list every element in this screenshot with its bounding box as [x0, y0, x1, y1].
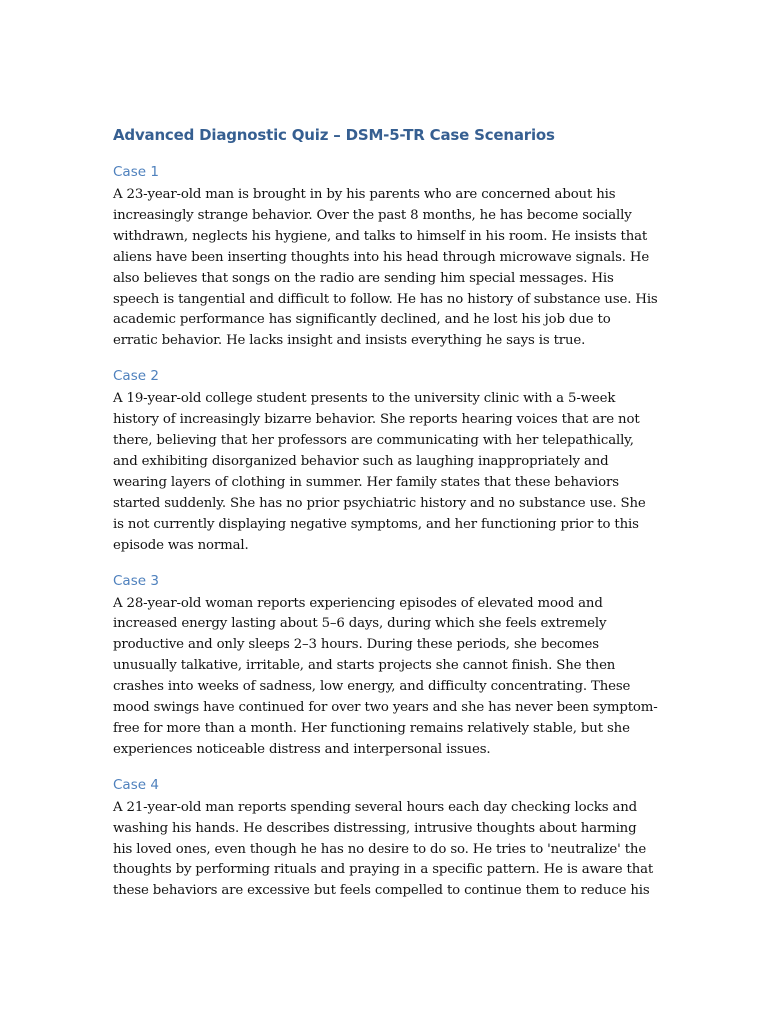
case-heading: Case 1 [113, 164, 159, 180]
case-section-3 [113, 571, 658, 761]
document-title: Advanced Diagnostic Quiz – DSM-5-TR Case Scenarios [113, 126, 555, 144]
document-content [113, 124, 658, 916]
case-heading: Case 3 [113, 572, 159, 589]
case-text: A 23-year-old man is brought in by his parents who are concerned about his increasingly strange behavior. Over the past 8 months, he has become socially withdrawn, neglects his hygiene, and talks to himself in his room. He insists that aliens have been inserting thoughts into his head through microwave signals. He also believes that songs on the radio are sending him special messages. His speech is tangential and difficult to follow. He has no history of substance use. His academic performance has significantly declined, and he lost his job due to erratic behavior. He lacks insight and insists everything he says is true. [113, 187, 658, 349]
case-section-4 [113, 775, 658, 903]
case-text: A 21-year-old man reports spending several hours each day checking locks and washing his hands. He describes distressing, intrusive thoughts about harming his loved ones, even though he has no desire to do so. He tries to 'neutralize' the thoughts by performing rituals and praying in a specific pattern. He is aware that these behaviors are excessive but feels compelled to continue them to reduce his [113, 799, 654, 899]
case-heading: Case 4 [113, 776, 159, 793]
case-heading: Case 2 [113, 368, 159, 385]
case-section-1 [113, 162, 658, 352]
case-text: A 28-year-old woman reports experiencing episodes of elevated mood and increased energy lasting about 5–6 days, during which she feels extremely productive and only sleeps 2–3 hours. During these periods, she becomes unusually talkative, irritable, and starts projects she cannot finish. She then crashes into weeks of sadness, low energy, and difficulty concentrating. These mood swings have continued for over two years and she has never been symptom-free for more than a month. Her functioning remains relatively stable, but she experiences noticeable distress and interpersonal issues. [113, 595, 658, 757]
case-section-2 [113, 366, 658, 556]
case-text: A 19-year-old college student presents to the university clinic with a 5-week history of increasingly bizarre behavior. She reports hearing voices that are not there, believing that her professors are communicating with her telepathically, and exhibiting disorganized behavior such as laughing inappropriately and wearing layers of clothing in summer. Her family states that these behaviors started suddenly. She has no prior psychiatric history and no substance use. She is not currently displaying negative symptoms, and her functioning prior to this episode was normal. [113, 391, 646, 553]
